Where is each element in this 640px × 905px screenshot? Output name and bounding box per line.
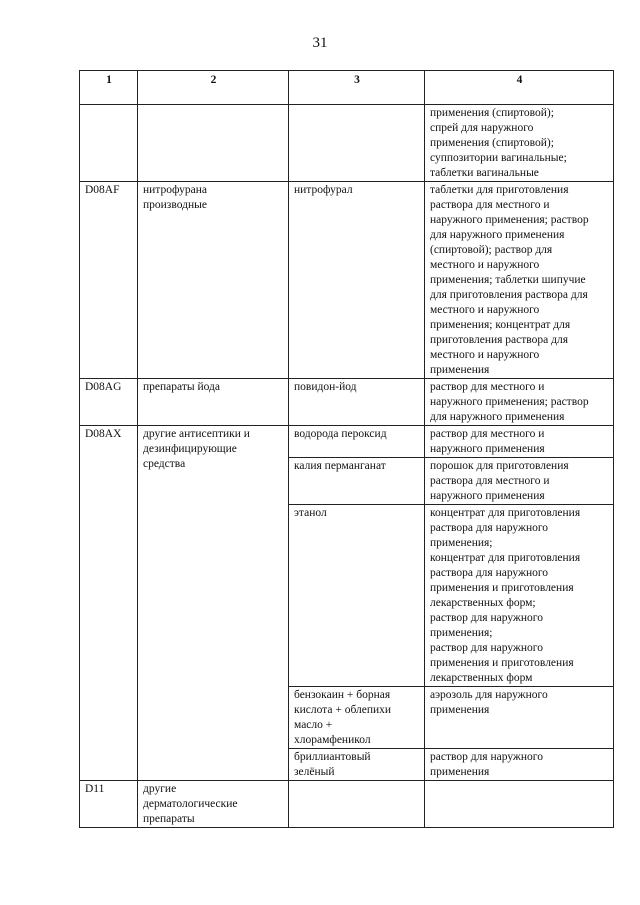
- table-row: [80, 105, 614, 182]
- table-row: [80, 781, 614, 828]
- atc-code-cell: D08AG: [80, 379, 138, 426]
- substance-cell-line: зелёный: [294, 766, 335, 778]
- substance-cell: [289, 749, 425, 781]
- table-row: [80, 426, 614, 458]
- dosage-form-cell-line: применения (спиртовой);: [430, 137, 554, 149]
- dosage-form-cell-line: применения и приготовления: [430, 657, 574, 669]
- group-name-cell-line: препараты йода: [143, 381, 220, 393]
- dosage-form-cell: [425, 379, 614, 426]
- dosage-form-cell-line: наружного применения; раствор: [430, 396, 589, 408]
- column-header: 2: [138, 71, 289, 105]
- dosage-form-cell-line: раствор для местного и: [430, 428, 545, 440]
- dosage-form-cell: [425, 458, 614, 505]
- substance-cell-line: повидон-йод: [294, 381, 357, 393]
- dosage-form-cell: [425, 426, 614, 458]
- column-header: 1: [80, 71, 138, 105]
- dosage-form-cell-line: приготовления раствора для: [430, 334, 568, 346]
- substance-cell: [289, 505, 425, 687]
- dosage-form-cell-line: местного и наружного: [430, 349, 540, 361]
- dosage-form-cell: [425, 687, 614, 749]
- dosage-form-cell-line: местного и наружного: [430, 304, 540, 316]
- dosage-form-cell: [425, 105, 614, 182]
- dosage-form-cell: [425, 182, 614, 379]
- dosage-form-cell-line: применения; концентрат для: [430, 319, 571, 331]
- column-header: 4: [425, 71, 614, 105]
- table-body: [80, 105, 614, 828]
- substance-cell-line: водорода пероксид: [294, 428, 387, 440]
- column-header: 3: [289, 71, 425, 105]
- dosage-form-cell-line: (спиртовой); раствор для: [430, 244, 553, 256]
- dosage-form-cell: [425, 505, 614, 687]
- dosage-form-cell-line: раствор для наружного: [430, 642, 543, 654]
- substance-cell: [289, 687, 425, 749]
- substance-cell-line: бензокаин + борная: [294, 689, 391, 701]
- table-row: [80, 182, 614, 379]
- substance-cell: [289, 105, 425, 182]
- group-name-cell-line: дезинфицирующие: [143, 443, 237, 455]
- substance-cell-line: нитрофурал: [294, 184, 353, 196]
- group-name-cell-line: дерматологические: [143, 798, 238, 810]
- dosage-form-cell-line: применения: [430, 704, 490, 716]
- dosage-form-cell-line: применения; таблетки шипучие: [430, 274, 586, 286]
- dosage-form-cell-line: раствора для наружного: [430, 567, 549, 579]
- dosage-form-cell-line: для наружного применения: [430, 229, 565, 241]
- substance-cell-line: калия перманганат: [294, 460, 386, 472]
- dosage-form-cell-line: местного и наружного: [430, 259, 540, 271]
- dosage-form-cell-line: наружного применения: [430, 443, 545, 455]
- dosage-form-cell-line: для наружного применения: [430, 411, 565, 423]
- dosage-form-cell-line: для приготовления раствора для: [430, 289, 588, 301]
- atc-code-cell: D08AF: [80, 182, 138, 379]
- group-name-cell: [138, 105, 289, 182]
- dosage-form-cell-line: применения (спиртовой);: [430, 107, 554, 119]
- table-row: [80, 379, 614, 426]
- dosage-form-cell-line: раствора для местного и: [430, 475, 550, 487]
- substance-cell: [289, 379, 425, 426]
- table-header-row: [80, 71, 614, 105]
- group-name-cell: [138, 781, 289, 828]
- group-name-cell-line: производные: [143, 199, 207, 211]
- dosage-form-cell-line: таблетки для приготовления: [430, 184, 569, 196]
- drug-table: [79, 70, 614, 828]
- group-name-cell: [138, 426, 289, 781]
- atc-code-cell: [80, 105, 138, 182]
- dosage-form-cell-line: применения: [430, 766, 490, 778]
- dosage-form-cell-line: применения;: [430, 627, 493, 639]
- substance-cell-line: кислота + облепихи: [294, 704, 392, 716]
- group-name-cell-line: нитрофурана: [143, 184, 208, 196]
- atc-code-cell: D11: [80, 781, 138, 828]
- dosage-form-cell-line: раствор для наружного: [430, 612, 543, 624]
- dosage-form-cell-line: концентрат для приготовления: [430, 507, 581, 519]
- group-name-cell-line: средства: [143, 458, 186, 470]
- group-name-cell: [138, 182, 289, 379]
- substance-cell: [289, 182, 425, 379]
- substance-cell-line: масло +: [294, 719, 333, 731]
- dosage-form-cell-line: порошок для приготовления: [430, 460, 569, 472]
- dosage-form-cell-line: раствора для наружного: [430, 522, 549, 534]
- dosage-form-cell-line: раствор для наружного: [430, 751, 543, 763]
- dosage-form-cell-line: аэрозоль для наружного: [430, 689, 548, 701]
- atc-code-cell: D08AX: [80, 426, 138, 781]
- substance-cell: [289, 458, 425, 505]
- dosage-form-cell-line: таблетки вагинальные: [430, 167, 539, 179]
- group-name-cell-line: другие: [143, 783, 177, 795]
- substance-cell-line: бриллиантовый: [294, 751, 371, 763]
- group-name-cell-line: препараты: [143, 813, 195, 825]
- group-name-cell-line: другие антисептики и: [143, 428, 250, 440]
- dosage-form-cell: [425, 749, 614, 781]
- dosage-form-cell-line: раствор для местного и: [430, 381, 545, 393]
- substance-cell: [289, 426, 425, 458]
- substance-cell-line: хлорамфеникол: [294, 734, 371, 746]
- dosage-form-cell-line: раствора для местного и: [430, 199, 550, 211]
- dosage-form-cell-line: лекарственных форм;: [430, 597, 536, 609]
- dosage-form-cell-line: спрей для наружного: [430, 122, 534, 134]
- substance-cell-line: этанол: [294, 507, 327, 519]
- group-name-cell: [138, 379, 289, 426]
- dosage-form-cell-line: лекарственных форм: [430, 672, 533, 684]
- dosage-form-cell-line: применения и приготовления: [430, 582, 574, 594]
- dosage-form-cell: [425, 781, 614, 828]
- dosage-form-cell-line: концентрат для приготовления: [430, 552, 581, 564]
- dosage-form-cell-line: применения;: [430, 537, 493, 549]
- substance-cell: [289, 781, 425, 828]
- dosage-form-cell-line: применения: [430, 364, 490, 376]
- dosage-form-cell-line: суппозитории вагинальные;: [430, 152, 567, 164]
- dosage-form-cell-line: наружного применения; раствор: [430, 214, 589, 226]
- page-number: 31: [312, 35, 328, 51]
- dosage-form-cell-line: наружного применения: [430, 490, 545, 502]
